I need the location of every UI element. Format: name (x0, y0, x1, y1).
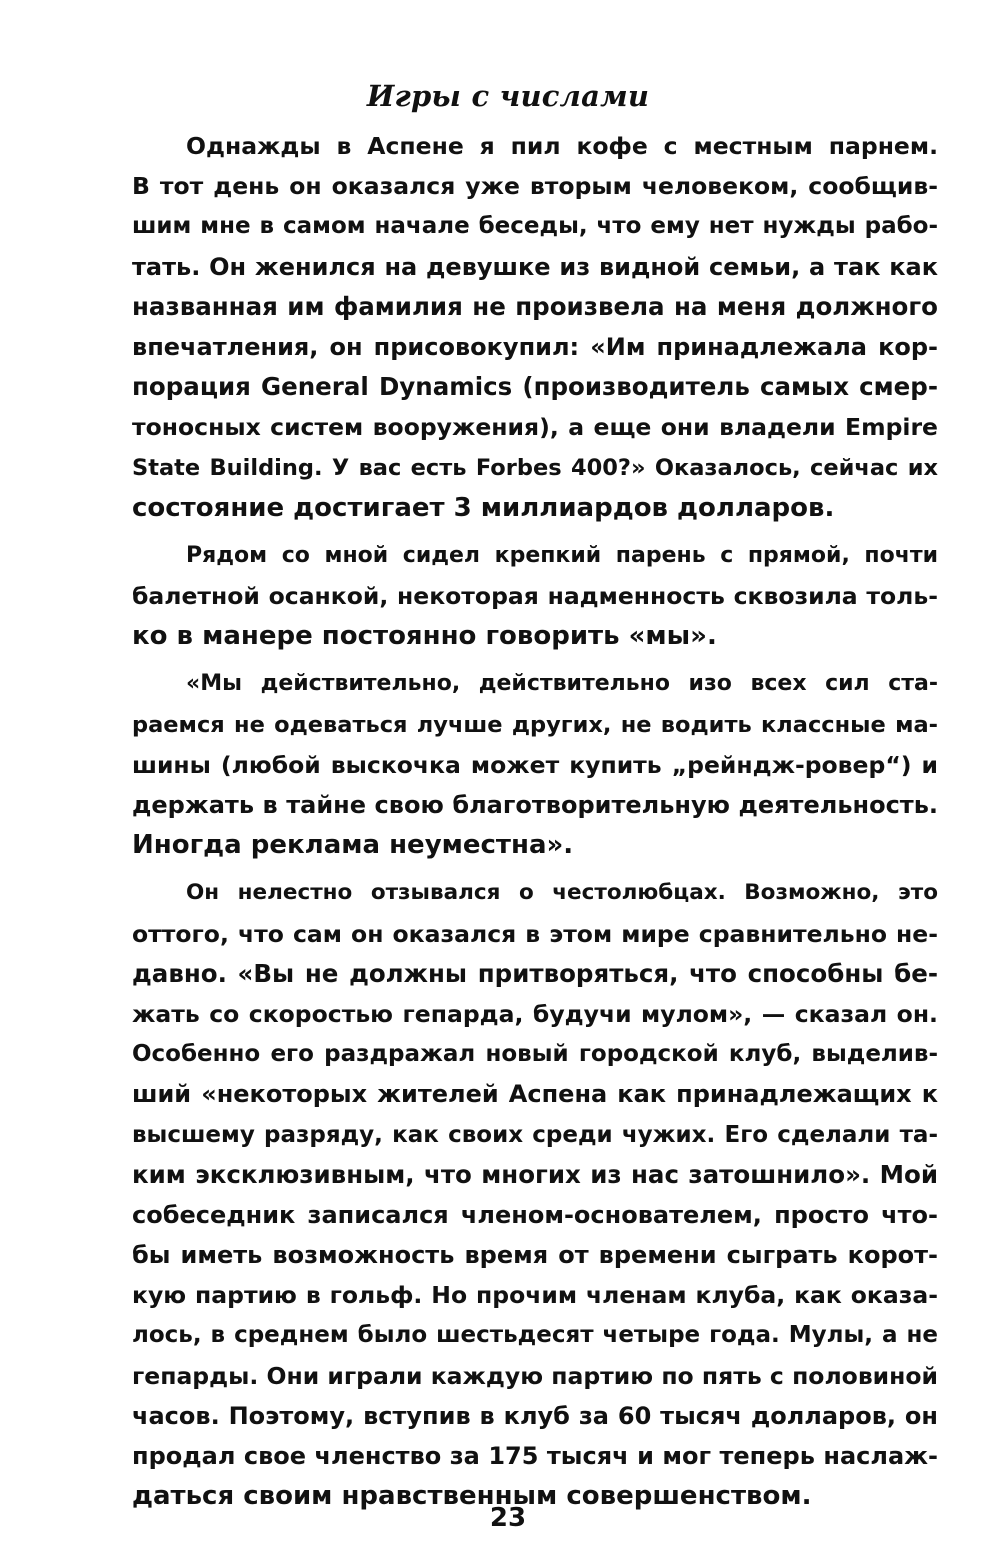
text-line: названная им фамилия не произвела на меня должного (132, 291, 938, 321)
text-line: давно. «Вы не должны притворяться, что способны бе- (132, 958, 938, 988)
text-line: «Мы действительно, действительно изо всех сил ста- (186, 671, 938, 697)
text-line: шины (любой выскочка может купить „рейндж-ровер“) и (132, 750, 938, 779)
text-line: Однажды в Аспене я пил кофе с местным парнем. (186, 132, 938, 160)
text-line: Он нелестно отзывался о честолюбцах. Возможно, это (186, 880, 938, 906)
text-line: Иногда реклама неуместна». (132, 830, 574, 861)
page-number: 23 (489, 1503, 527, 1533)
text-line: В тот день он оказался уже вторым человеком, сообщив- (132, 172, 938, 201)
paragraph-3 (78, 664, 938, 865)
text-line: Рядом со мной сидел крепкий парень с прямой, почти (186, 542, 938, 568)
text-line: бы иметь возможность время от времени сыграть корот- (132, 1241, 938, 1270)
text-line: высшему разряду, как своих среди чужих. Его сделали та- (132, 1121, 938, 1148)
text-line: кую партию в гольф. Но прочим членам клуба, как оказа- (132, 1281, 938, 1310)
text-line: оттого, что сам он оказался в этом мире сравнительно не- (132, 919, 938, 948)
text-line: лось, в среднем было шестьдесят четыре года. Мулы, а не (132, 1322, 938, 1349)
text-line: тоносных систем вооружения), а еще они владели Empire (132, 413, 938, 442)
text-line: продал свое членство за 175 тысяч и мог теперь наслаж- (132, 1442, 938, 1470)
text-line: ший «некоторых жителей Аспена как принадлежащих к (132, 1080, 938, 1109)
text-line: балетной осанкой, некоторая надменность сквозила толь- (132, 582, 938, 611)
text-line: держать в тайне свою благотворительную деятельность. (132, 791, 938, 819)
text-line: гепарды. Они играли каждую партию по пять с половиной (132, 1361, 938, 1390)
body-text (78, 126, 938, 1516)
text-line: тать. Он женился на девушке из видной семьи, а так как (132, 252, 938, 281)
text-line: Особенно его раздражал новый городской клуб, выделив- (132, 1041, 938, 1068)
paragraph-1 (78, 126, 938, 528)
text-line: жать со скоростью гепарда, будучи мулом», — сказал он. (132, 999, 938, 1028)
text-line: порация General Dynamics (производитель самых смер- (132, 372, 938, 402)
text-line: часов. Поэтому, вступив в клуб за 60 тысяч долларов, он (132, 1401, 938, 1430)
text-line: ким эксклюзивным, что многих из нас затошнило». Мой (132, 1159, 938, 1189)
text-line: собеседник записался членом-основателем, просто что- (132, 1200, 938, 1229)
text-line: состояние достигает 3 миллиардов долларов. (132, 492, 835, 523)
text-line: даться своим нравственным совершенством. (132, 1481, 812, 1512)
text-line: State Building. У вас есть Forbes 400?» Оказалось, сейчас их (132, 454, 938, 481)
book-page (78, 72, 938, 1542)
paragraph-2 (78, 536, 938, 657)
text-line: впечатления, он присовокупил: «Им принадлежала кор- (132, 332, 938, 361)
paragraph-4 (78, 873, 938, 1516)
text-line: раемся не одеваться лучше других, не водить классные ма- (132, 711, 938, 738)
text-line: ко в манере постоянно говорить «мы». (132, 621, 717, 652)
running-head: Игры с числами (366, 79, 650, 113)
text-line: шим мне в самом начале беседы, что ему нет нужды рабо- (132, 213, 938, 240)
